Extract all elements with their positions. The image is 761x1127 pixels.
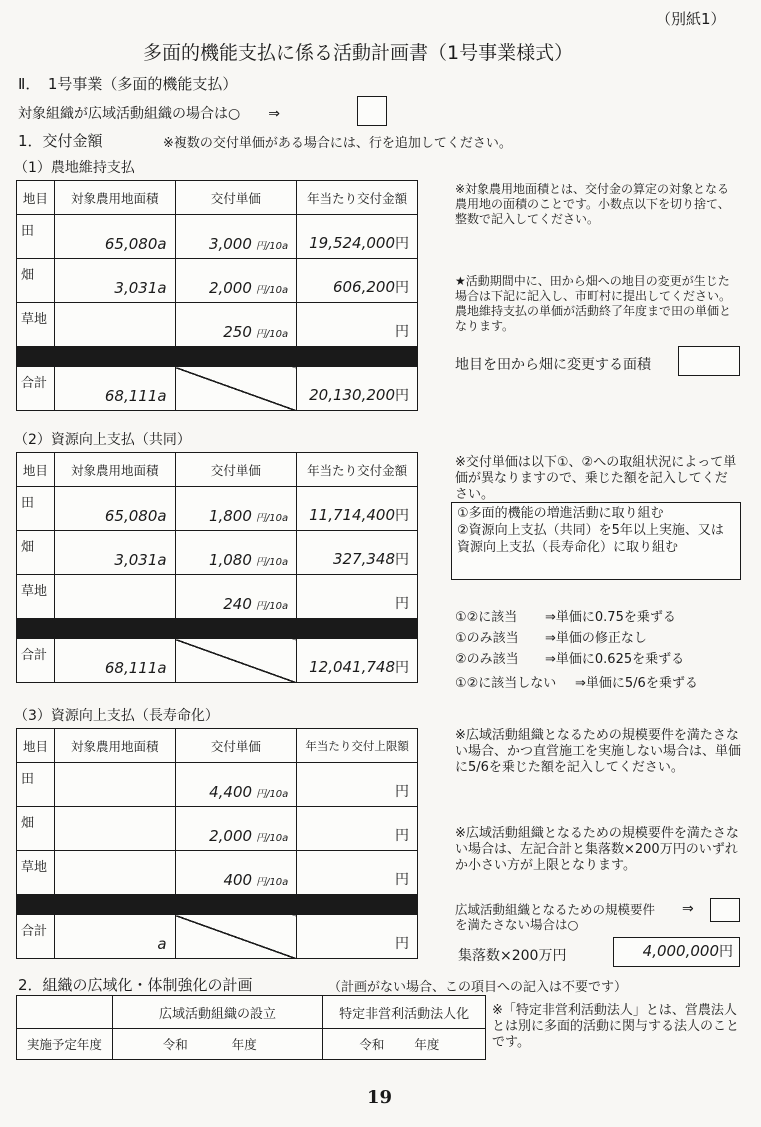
area-cell[interactable] <box>54 575 175 619</box>
sec2-note: （計画がない場合、この項目への記入は不要です） <box>328 980 628 995</box>
yen-label: 円 <box>395 936 409 952</box>
chimoku-cell: 田 <box>17 763 55 807</box>
amount-cell[interactable] <box>297 303 418 347</box>
yen-label: 円 <box>395 828 409 844</box>
header-cell: 広域活動組織の設立 <box>112 996 323 1029</box>
blank-filled-row <box>17 347 418 367</box>
table-row <box>17 303 418 347</box>
header-cell: 年当たり交付金額 <box>297 181 418 215</box>
table-row <box>17 807 418 851</box>
total-label: 合計 <box>17 639 55 683</box>
yen-label: 円 <box>395 280 409 296</box>
header-cell: 交付単価 <box>175 453 297 487</box>
sub1-note: ※複数の交付単価がある場合には、行を追加してください。 <box>163 136 512 151</box>
total-row <box>17 367 418 411</box>
unit-price-cell[interactable] <box>175 531 297 575</box>
amount-value: 19,524,000 <box>309 234 395 252</box>
unit-label: 円/10a <box>256 833 289 844</box>
npo-definition-note: ※「特定非営利活動法人」とは、営農法人とは別に多面的活動に関与する法人のことです。 <box>492 1003 740 1050</box>
diagonal-empty-cell <box>175 639 297 683</box>
era-label: 令和 <box>162 1037 188 1052</box>
unit-label: 円/10a <box>255 241 289 252</box>
wide-area-check-label: 対象組織が広域活動組織の場合は○ ⇒ <box>18 106 280 122</box>
unit-label: 円/10a <box>255 557 289 568</box>
table3-caption: （3）資源向上支払（長寿命化） <box>14 708 219 724</box>
amount-value: 11,714,400 <box>309 506 395 524</box>
amount-cell[interactable] <box>297 259 418 303</box>
year-label: 年度 <box>414 1037 440 1052</box>
rule-cond: ①②に該当 <box>455 610 518 625</box>
arrow-icon: ⇒ <box>682 901 694 917</box>
header-cell: 地目 <box>17 181 55 215</box>
amount-cell[interactable] <box>297 851 418 895</box>
header-cell: 年当たり交付上限額 <box>297 729 418 763</box>
yen-label: 円 <box>395 660 409 676</box>
unit-price-cell[interactable] <box>175 303 297 347</box>
attachment-label: （別紙1） <box>656 10 726 28</box>
amount-cell[interactable] <box>297 215 418 259</box>
amount-cell[interactable] <box>297 763 418 807</box>
unit-label: 円/10a <box>256 789 289 800</box>
total-area-cell[interactable]: a <box>54 915 175 959</box>
header-cell: 年当たり交付金額 <box>297 453 418 487</box>
unit-label: 円/10a <box>255 329 289 340</box>
yen-label: 円 <box>719 944 733 960</box>
unit-price-cell[interactable] <box>175 807 297 851</box>
era-label: 令和 <box>359 1037 385 1052</box>
chimoku-cell: 畑 <box>17 259 55 303</box>
total-amount-cell[interactable] <box>297 915 418 959</box>
yen-label: 円 <box>395 388 409 404</box>
header-cell: 対象農用地面積 <box>54 181 175 215</box>
table-row <box>17 487 418 531</box>
unit-price-value: 4,400 <box>209 783 253 801</box>
table-header <box>17 181 418 215</box>
table-row <box>17 1029 486 1060</box>
area-cell[interactable] <box>54 303 175 347</box>
total-row <box>17 915 418 959</box>
unit-price-value: 1,800 <box>208 507 252 525</box>
upper-limit-note: ※広域活動組織となるための規模要件を満たさない場合は、左記合計と集落数×200万円のいずれか小さい方が上限となります。 <box>455 826 739 873</box>
unit-price-value: 3,000 <box>208 235 252 253</box>
unit-price-cell[interactable] <box>175 487 297 531</box>
farmland-maintenance-table <box>16 180 418 411</box>
table1-caption: （1）農地維持支払 <box>14 160 135 176</box>
total-label: 合計 <box>17 367 55 411</box>
chimoku-cell: 草地 <box>17 575 55 619</box>
area-cell[interactable]: 65,080a <box>54 215 175 259</box>
page-number: 19 <box>367 1087 393 1108</box>
amount-cell[interactable] <box>297 531 418 575</box>
land-change-area-input[interactable] <box>678 346 740 376</box>
unit-label: 円/10a <box>256 877 289 888</box>
table-header <box>17 996 486 1029</box>
header-cell: 対象農用地面積 <box>54 729 175 763</box>
rule-cond: ①②に該当しない <box>455 676 557 691</box>
unit-price-cell[interactable] <box>175 763 297 807</box>
resource-joint-table <box>16 452 418 683</box>
total-amount-cell[interactable] <box>297 639 418 683</box>
diagonal-empty-cell <box>175 915 297 959</box>
unit-price-cell[interactable] <box>175 215 297 259</box>
rule-cond: ②のみ該当 <box>455 652 519 667</box>
year-label: 年度 <box>231 1037 257 1052</box>
wide-area-year-cell[interactable] <box>112 1029 323 1060</box>
unit-label: 円/10a <box>255 513 289 524</box>
sub1-title: 1．交付金額 <box>18 132 103 150</box>
table-row <box>17 259 418 303</box>
rule-effect: ⇒単価に0.75を乗ずる <box>545 610 676 625</box>
chimoku-cell: 畑 <box>17 531 55 575</box>
unit-price-value: 240 <box>223 595 252 613</box>
unit-price-cell[interactable] <box>175 851 297 895</box>
table-row <box>17 575 418 619</box>
resource-longevity-table <box>16 728 418 959</box>
condition-2: ②資源向上支払（共同）を5年以上実施、又は資源向上支払（長寿命化）に取り組む <box>457 523 724 555</box>
yen-label: 円 <box>395 236 409 252</box>
header-cell: 特定非営利活動法人化 <box>323 996 486 1029</box>
area-cell[interactable]: 65,080a <box>54 487 175 531</box>
amount-value: 606,200 <box>332 278 395 296</box>
header-cell: 交付単価 <box>175 729 297 763</box>
chimoku-cell: 畑 <box>17 807 55 851</box>
page-title: 多面的機能支払に係る活動計画書（1号事業様式） <box>143 42 574 64</box>
total-label: 合計 <box>17 915 55 959</box>
scale-requirement-checkbox[interactable] <box>710 898 740 922</box>
section-heading: Ⅱ． 1号事業（多面的機能支払） <box>18 75 238 93</box>
yen-label: 円 <box>395 552 409 568</box>
total-area-cell[interactable]: 68,111a <box>54 639 175 683</box>
chimoku-cell: 田 <box>17 215 55 259</box>
table-row <box>17 531 418 575</box>
condition-1: ①多面的機能の増進活動に取り組む <box>457 506 664 521</box>
unit-price-value: 2,000 <box>209 827 253 845</box>
table-row <box>17 215 418 259</box>
total-amount-cell[interactable] <box>297 367 418 411</box>
wide-area-checkbox[interactable] <box>357 96 387 126</box>
table2-caption: （2）資源向上支払（共同） <box>14 432 191 448</box>
total-area-cell[interactable]: 68,111a <box>54 367 175 411</box>
header-cell: 対象農用地面積 <box>54 453 175 487</box>
direct-construction-note: ※広域活動組織となるための規模要件を満たさない場合、かつ直営施工を実施しない場合は、単価に5/6を乗じた額を記入してください。 <box>455 728 742 775</box>
area-cell[interactable] <box>54 807 175 851</box>
amount-cell[interactable] <box>297 487 418 531</box>
blank-filled-row <box>17 619 418 639</box>
unit-price-cell[interactable] <box>175 575 297 619</box>
amount-cell[interactable] <box>297 575 418 619</box>
unit-price-cell[interactable] <box>175 259 297 303</box>
unit-label: 円/10a <box>255 285 289 296</box>
unit-price-intro-note: ※交付単価は以下①、②への取組状況によって単価が異なりますので、乗じた額を記入してください。 <box>455 455 737 502</box>
area-cell[interactable] <box>54 851 175 895</box>
area-cell[interactable]: 3,031a <box>54 259 175 303</box>
yen-label: 円 <box>395 596 409 612</box>
header-cell: 交付単価 <box>175 181 297 215</box>
amount-cell[interactable] <box>297 807 418 851</box>
unit-label: 円/10a <box>255 601 289 612</box>
header-cell: 地目 <box>17 729 55 763</box>
yen-label: 円 <box>395 324 409 340</box>
villages-label: 集落数×200万円 <box>458 948 567 964</box>
conditions-box <box>451 502 741 580</box>
chimoku-cell: 田 <box>17 487 55 531</box>
yen-label: 円 <box>395 872 409 888</box>
table-row <box>17 763 418 807</box>
rule-cond: ①のみ該当 <box>455 631 519 646</box>
chimoku-cell: 草地 <box>17 851 55 895</box>
unit-price-value: 250 <box>223 323 252 341</box>
chimoku-cell: 草地 <box>17 303 55 347</box>
area-definition-note: ※対象農用地面積とは、交付金の算定の対象となる農用地の面積のことです。小数点以下を切り捨て、整数で記入してください。 <box>455 182 730 226</box>
table-header <box>17 453 418 487</box>
villages-limit-value[interactable] <box>613 937 740 967</box>
unit-price-value: 2,000 <box>208 279 252 297</box>
area-cell[interactable]: 3,031a <box>54 531 175 575</box>
header-cell: 地目 <box>17 453 55 487</box>
sec2-title: 2．組織の広域化・体制強化の計画 <box>18 976 253 994</box>
villages-limit-amount: 4,000,000 <box>642 942 719 960</box>
amount-value: 327,348 <box>332 550 395 568</box>
rule-effect: ⇒単価の修正なし <box>545 631 647 646</box>
yen-label: 円 <box>395 784 409 800</box>
unit-price-value: 400 <box>223 871 253 889</box>
scale-requirement-label: 広域活動組織となるための規模要件を満たさない場合は○ <box>455 902 656 932</box>
row-label: 実施予定年度 <box>17 1029 113 1060</box>
organization-plan-table <box>16 995 486 1060</box>
area-cell[interactable] <box>54 763 175 807</box>
rule-effect: ⇒単価に5/6を乗ずる <box>575 676 698 691</box>
yen-label: 円 <box>395 508 409 524</box>
table-row <box>17 851 418 895</box>
rule-effect: ⇒単価に0.625を乗ずる <box>545 652 685 667</box>
unit-price-value: 1,080 <box>208 551 252 569</box>
blank-filled-row <box>17 895 418 915</box>
land-change-label: 地目を田から畑に変更する面積 <box>455 357 651 373</box>
total-amount-value: 20,130,200 <box>309 386 395 404</box>
blank-header-cell <box>17 996 113 1029</box>
total-row <box>17 639 418 683</box>
diagonal-empty-cell <box>175 367 297 411</box>
npo-year-cell[interactable] <box>323 1029 486 1060</box>
total-amount-value: 12,041,748 <box>309 658 395 676</box>
land-change-note: ★活動期間中に、田から畑への地目の変更が生じた場合は下記に記入し、市町村に提出してください。農地維持支払の単価が活動終了年度まで田の単価となります。 <box>455 274 732 333</box>
table-header <box>17 729 418 763</box>
